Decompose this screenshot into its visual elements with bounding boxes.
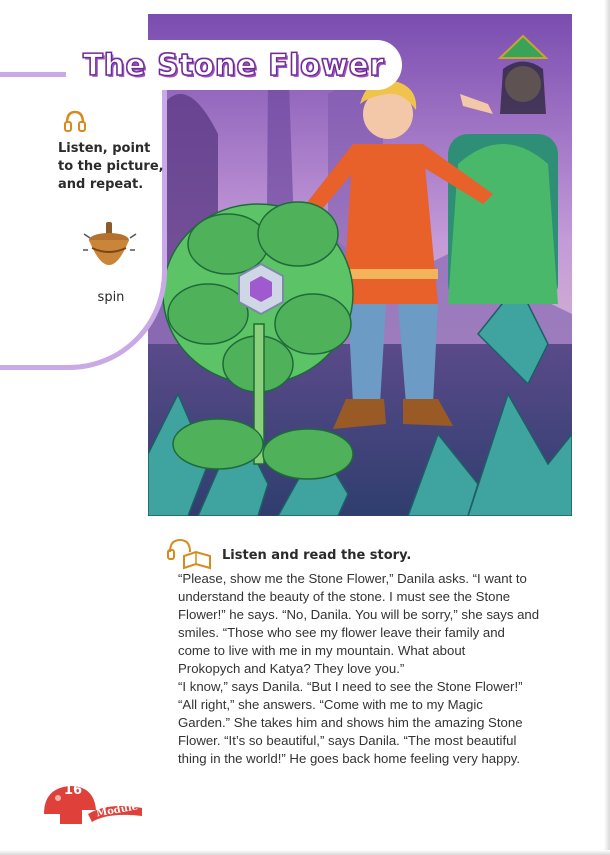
book-headphones-icon [166,536,212,570]
story-heading: Listen and read the story. [222,548,412,563]
headphones-icon [62,108,88,134]
story-line: thing in the world!” He goes back home feeling very happy. [178,751,521,766]
page-number: 16 [63,783,83,798]
module-label: Module 5 [95,799,150,820]
story-line: “All right,” she answers. “Come with me to my Magic [178,697,483,712]
stone-flower [163,202,353,479]
story-line: “I know,” says Danila. “But I need to see the Stone Flower!” [178,679,523,694]
story-line: understand the beauty of the stone. I must see the Stone [178,589,511,604]
story-line: “Please, show me the Stone Flower,” Danila asks. “I want to [178,571,527,586]
title-banner [66,40,402,90]
page-edge [0,850,610,855]
story-line: Prokopych and Katya? They love you.” [178,661,405,676]
story-line: come to live with me in my mountain. What about [178,643,466,658]
instruction-text: Listen, point to the picture, and repeat. [58,141,164,192]
vocab-word: spin [97,290,125,305]
page-title: The Stone Flower [83,48,385,82]
story-line: Garden.” She takes him and shows him the amazing Stone [178,715,523,730]
spinning-top-icon [80,220,138,286]
story-line: smiles. “Those who see my flower leave their family and [178,625,505,640]
story-line: Flower. “It’s so beautiful,” says Danila. “The most beautiful [178,733,517,748]
page-edge [604,0,610,855]
story-text [178,570,570,768]
story-line: Flower!” he says. “No, Danila. You will be sorry,” she says and [178,607,540,622]
